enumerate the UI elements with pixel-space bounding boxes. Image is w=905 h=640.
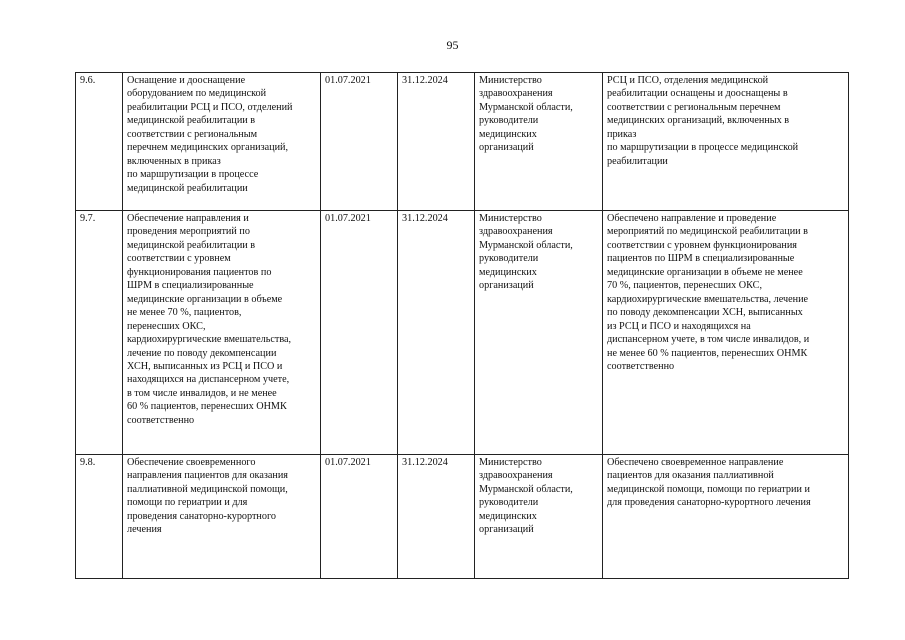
start-date-cell: 01.07.2021 <box>321 73 398 211</box>
result-line: медицинских организаций, включенных в <box>607 115 790 127</box>
task-line: соответствии с уровнем <box>127 253 231 265</box>
task-line: паллиативной медицинской помощи, <box>127 483 288 495</box>
result-cell <box>603 211 849 455</box>
task-line: медицинской реабилитации в <box>127 115 256 127</box>
responsible-line: Министерство <box>479 75 542 86</box>
result-cell <box>603 455 849 579</box>
responsible-line: здравоохранения <box>479 226 553 238</box>
result-line: из РСЦ и ПСО и находящихся на <box>607 320 751 332</box>
task-cell <box>123 211 321 455</box>
task-line: по маршрутизации в процессе <box>127 169 259 181</box>
row-number-cell: 9.7. <box>76 211 123 455</box>
task-line: медицинской реабилитации в <box>127 239 256 251</box>
result-line: не менее 60 % пациентов, перенесших ОНМК <box>607 347 808 359</box>
result-cell <box>603 73 849 211</box>
task-line: помощи по гериатрии и для <box>127 497 248 509</box>
responsible-line: медицинских <box>479 510 537 522</box>
table-row <box>76 73 849 211</box>
start-date-cell: 01.07.2021 <box>321 455 398 579</box>
task-cell <box>123 455 321 579</box>
end-date-cell: 31.12.2024 <box>398 455 475 579</box>
start-date-cell: 01.07.2021 <box>321 211 398 455</box>
result-line: соответствии с уровнем функционирования <box>607 239 797 251</box>
task-line: реабилитации РСЦ и ПСО, отделений <box>127 101 293 113</box>
task-line: 60 % пациентов, перенесших ОНМК <box>127 401 287 413</box>
responsible-line: руководители <box>479 115 539 127</box>
result-line: 70 %, пациентов, перенесших ОКС, <box>607 280 762 292</box>
task-line: соответствии с региональным <box>127 128 258 140</box>
responsible-line: Мурманской области, <box>479 239 573 251</box>
responsible-line: медицинских <box>479 266 537 278</box>
responsible-line: здравоохранения <box>479 88 553 100</box>
responsible-line: Мурманской области, <box>479 483 573 495</box>
result-line: кардиохирургические вмешательства, лечение <box>607 293 809 305</box>
task-cell <box>123 73 321 211</box>
task-line: функционирования пациентов по <box>127 266 272 278</box>
task-line: Обеспечение направления и <box>127 213 249 224</box>
result-line: для проведения санаторно-курортного лечения <box>607 497 811 509</box>
end-date-cell: 31.12.2024 <box>398 73 475 211</box>
responsible-line: здравоохранения <box>479 470 553 482</box>
task-line: кардиохирургические вмешательства, <box>127 334 292 346</box>
task-line: в том числе инвалидов, и не менее <box>127 387 277 399</box>
result-line: пациентов для оказания паллиативной <box>607 470 774 482</box>
responsible-cell <box>475 211 603 455</box>
result-line: мероприятий по медицинской реабилитации в <box>607 226 808 238</box>
responsible-line: организаций <box>479 524 534 536</box>
task-line: перенесших ОКС, <box>127 320 206 332</box>
task-line: медицинской реабилитации <box>127 182 248 194</box>
result-line: пациентов по ШРМ в специализированные <box>607 253 795 265</box>
result-line: по маршрутизации в процессе медицинской <box>607 142 799 154</box>
responsible-line: руководители <box>479 253 539 265</box>
result-line: приказ <box>607 128 637 140</box>
result-line: соответственно <box>607 360 675 372</box>
plan-table <box>75 72 849 579</box>
result-line: РСЦ и ПСО, отделения медицинской <box>607 75 769 86</box>
row-number-cell: 9.6. <box>76 73 123 211</box>
task-line: Оснащение и дооснащение <box>127 75 246 86</box>
task-line: оборудованием по медицинской <box>127 88 267 100</box>
result-line: соответствии с региональным перечнем <box>607 101 781 113</box>
task-line: лечения <box>127 524 162 536</box>
task-line: не менее 70 %, пациентов, <box>127 307 242 319</box>
responsible-line: организаций <box>479 142 534 154</box>
responsible-line: Министерство <box>479 213 542 224</box>
row-number-cell: 9.8. <box>76 455 123 579</box>
responsible-cell <box>475 73 603 211</box>
result-line: реабилитации <box>607 155 668 167</box>
task-line: проведения мероприятий по <box>127 226 250 238</box>
responsible-line: медицинских <box>479 128 537 140</box>
task-line: включенных в приказ <box>127 155 221 167</box>
result-line: медицинской помощи, помощи по гериатрии и <box>607 483 810 495</box>
result-line: диспансерном учете, в том числе инвалидов, и <box>607 334 810 346</box>
responsible-line: руководители <box>479 497 539 509</box>
end-date-cell: 31.12.2024 <box>398 211 475 455</box>
table-row <box>76 455 849 579</box>
task-line: соответственно <box>127 414 195 426</box>
task-line: находящихся на диспансерном учете, <box>127 374 290 386</box>
task-line: перечнем медицинских организаций, <box>127 142 289 154</box>
result-line: Обеспечено своевременное направление <box>607 457 784 468</box>
task-line: медицинские организации в объеме <box>127 293 283 305</box>
result-line: реабилитации оснащены и дооснащены в <box>607 88 788 100</box>
task-line: проведения санаторно-курортного <box>127 510 277 522</box>
page-number: 95 <box>446 38 459 52</box>
result-line: Обеспечено направление и проведение <box>607 213 777 224</box>
responsible-line: Министерство <box>479 457 542 468</box>
task-line: ШРМ в специализированные <box>127 280 254 292</box>
task-line: направления пациентов для оказания <box>127 470 288 482</box>
result-line: медицинские организации в объеме не менее <box>607 266 803 278</box>
task-line: Обеспечение своевременного <box>127 457 256 468</box>
responsible-line: Мурманской области, <box>479 101 573 113</box>
result-line: по поводу декомпенсации ХСН, выписанных <box>607 307 803 319</box>
table-row <box>76 211 849 455</box>
task-line: лечение по поводу декомпенсации <box>127 347 277 359</box>
responsible-line: организаций <box>479 280 534 292</box>
responsible-cell <box>475 455 603 579</box>
task-line: ХСН, выписанных из РСЦ и ПСО и <box>127 360 283 372</box>
